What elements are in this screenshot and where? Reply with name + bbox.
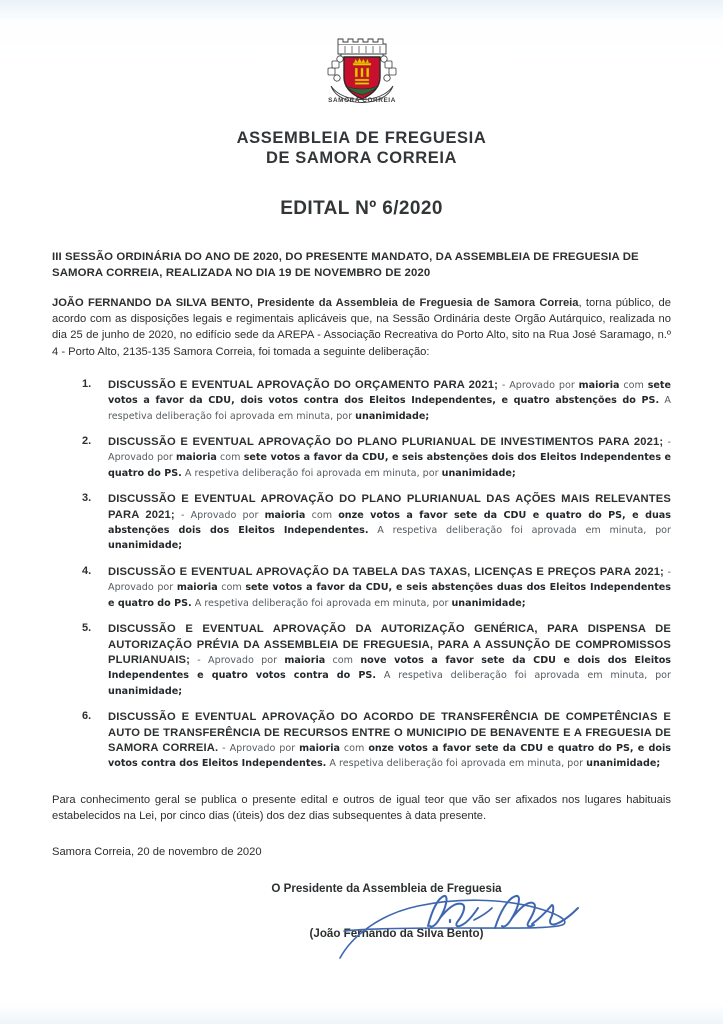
list-item: [52, 378, 671, 424]
item-body-b3: unanimidade;: [108, 685, 183, 697]
item-body-b2: sete votos a favor da CDU, e seis abstenções dois dos Eleitos Independentes e quatro do PS.: [108, 452, 671, 479]
item-body-b2: nove votos a favor sete da CDU e dois dos Eleitos Independentes e quatro votos contra do PS.: [108, 654, 671, 682]
item-body-c: A respetiva deliberação foi aprovada em minuta, por: [326, 758, 587, 770]
item-body-a: - Aprovado por: [174, 509, 265, 521]
item-body-b2: onze votos a favor sete da CDU e quatro do PS, e duas abstenções dois dos Eleitos Independentes.: [108, 509, 671, 537]
item-body-b1: maioria: [176, 452, 217, 464]
list-item: [52, 435, 671, 481]
deliberation-list: [52, 378, 671, 772]
item-heading: DISCUSSÃO E EVENTUAL APROVAÇÃO DO ACORDO DE TRANSFERÊNCIA DE COMPETÊNCIAS E AUTO DE TRANSFERÊNCIA DE RECURSOS ENTRE O MUNICIPIO DE BENAVENTE E A FREGUESIA DE SAMORA CORREIA.: [108, 711, 671, 754]
item-body-a: - Aprovado por: [218, 742, 300, 754]
list-item: [52, 622, 671, 699]
item-body-b3: unanimidade;: [451, 597, 526, 609]
item-body-c: A respetiva deliberação foi aprovada em minuta, por: [368, 525, 671, 537]
item-body-b2: sete votos a favor da CDU, e seis abstenções duas dos Eleitos Independentes e quatro do PS.: [108, 582, 671, 609]
org-line-2: DE SAMORA CORREIA: [265, 149, 458, 167]
item-body-a: - Aprovado por: [108, 437, 671, 464]
org-line-1: ASSEMBLEIA DE FREGUESIA: [236, 129, 487, 147]
item-body-a: - Aprovado por: [498, 379, 579, 391]
item-body-c: A respetiva deliberação foi aprovada em minuta, por: [191, 597, 452, 609]
intro-paragraph: [52, 295, 671, 360]
intro-rest: , torna público, de acordo com as disposições legais e regimentais aplicáveis que, na Sessão Ordinária deste Orgão Autárquico, realizada no dia 25 de junho de 2020, no edifício sede da AREPA - Associação Recreativa do Porto Alto, sito na Rua José Saramago, n.º 4 - Porto Alto, 2135-135 Samora Correia, foi tomada a seguinte deliberação:: [52, 297, 672, 358]
item-body-b: com: [217, 582, 246, 594]
item-body-b1: maioria: [299, 742, 340, 754]
edital-title: EDITAL Nº 6/2020: [280, 198, 443, 219]
item-body-b: com: [619, 379, 648, 391]
president-name: JOÃO FERNANDO DA SILVA BENTO,: [52, 297, 253, 309]
crest-ribbon-text: SAMORA CORREIA: [327, 97, 396, 104]
list-item: [52, 565, 671, 611]
item-body-a: - Aprovado por: [108, 566, 671, 594]
item-body-b3: unanimidade;: [441, 467, 516, 479]
item-body-a: - Aprovado por: [189, 654, 285, 666]
president-role: Presidente da Assembleia de Freguesia de Samora Correia: [252, 297, 579, 309]
item-body-b2: onze votos a favor sete da CDU e quatro do PS, e dois votos contra dos Eleitos Independentes.: [108, 742, 671, 770]
signature-name: (João Fernando da Silva Bento): [309, 927, 484, 941]
item-body-b1: maioria: [284, 654, 326, 666]
list-item: [52, 492, 671, 554]
item-body-b3: unanimidade;: [108, 540, 183, 552]
signature-block: [52, 882, 671, 974]
item-body-c: A respetiva deliberação foi aprovada em minuta, por: [181, 467, 442, 479]
closing-paragraph: Para conhecimento geral se publica o presente edital e outros de igual teor que vão ser afixados nos lugares habituais estabelecidos na Lei, por cinco dias (úteis) dos dez dias subsequentes à data presente.: [52, 793, 671, 822]
item-heading: DISCUSSÃO E EVENTUAL APROVAÇÃO DA TABELA DAS TAXAS, LICENÇAS E PREÇOS PARA 2021;: [108, 565, 664, 578]
item-body-b: com: [216, 452, 244, 464]
dateline: Samora Correia, 20 de novembro de 2020: [52, 846, 262, 859]
item-body-c: A respetiva deliberação foi aprovada em minuta, por: [108, 395, 671, 422]
item-body-b: com: [339, 742, 369, 754]
item-body-b3: unanimidade;: [355, 410, 430, 422]
item-body-b1: maioria: [264, 509, 306, 521]
item-heading: DISCUSSÃO E EVENTUAL APROVAÇÃO DO ORÇAMENTO PARA 2021;: [108, 378, 499, 391]
item-heading: DISCUSSÃO E EVENTUAL APROVAÇÃO DO PLANO PLURIANUAL DAS AÇÕES MAIS RELEVANTES PARA 2021;: [108, 493, 671, 521]
coat-of-arms-icon: [325, 30, 399, 110]
item-body-b: com: [325, 654, 361, 666]
page-title: [52, 128, 671, 168]
signature-title: O Presidente da Assembleia de Freguesia: [271, 882, 502, 896]
item-body-b2: sete votos a favor da CDU, dois votos contra dos Eleitos Independentes, e quatro abstenções do PS.: [108, 379, 671, 407]
item-body-b3: unanimidade;: [586, 758, 661, 770]
session-heading: III SESSÃO ORDINÁRIA DO ANO DE 2020, DO PRESENTE MANDATO, DA ASSEMBLEIA DE FREGUESIA DE SAMORA CORREIA, REALIZADA NO DIA 19 DE NOVEMBRO DE 2020: [52, 251, 639, 279]
list-item: [52, 710, 671, 772]
handwritten-signature-icon: [332, 884, 622, 962]
item-heading: DISCUSSÃO E EVENTUAL APROVAÇÃO DA AUTORIZAÇÃO GENÉRICA, PARA DISPENSA DE AUTORIZAÇÃO PRÉVIA DA ASSEMBLEIA DE FREGUESIA, PARA A ASSUNÇÃO DE COMPROMISSOS PLURIANUAIS;: [108, 623, 671, 666]
item-body-c: A respetiva deliberação foi aprovada em minuta, por: [375, 670, 671, 682]
crest-container: [52, 0, 671, 110]
item-heading: DISCUSSÃO E EVENTUAL APROVAÇÃO DO PLANO PLURIANUAL DE INVESTIMENTOS PARA 2021;: [108, 436, 664, 449]
item-body-b1: maioria: [578, 379, 620, 391]
item-body-b1: maioria: [176, 582, 218, 594]
item-body-b: com: [305, 509, 339, 521]
